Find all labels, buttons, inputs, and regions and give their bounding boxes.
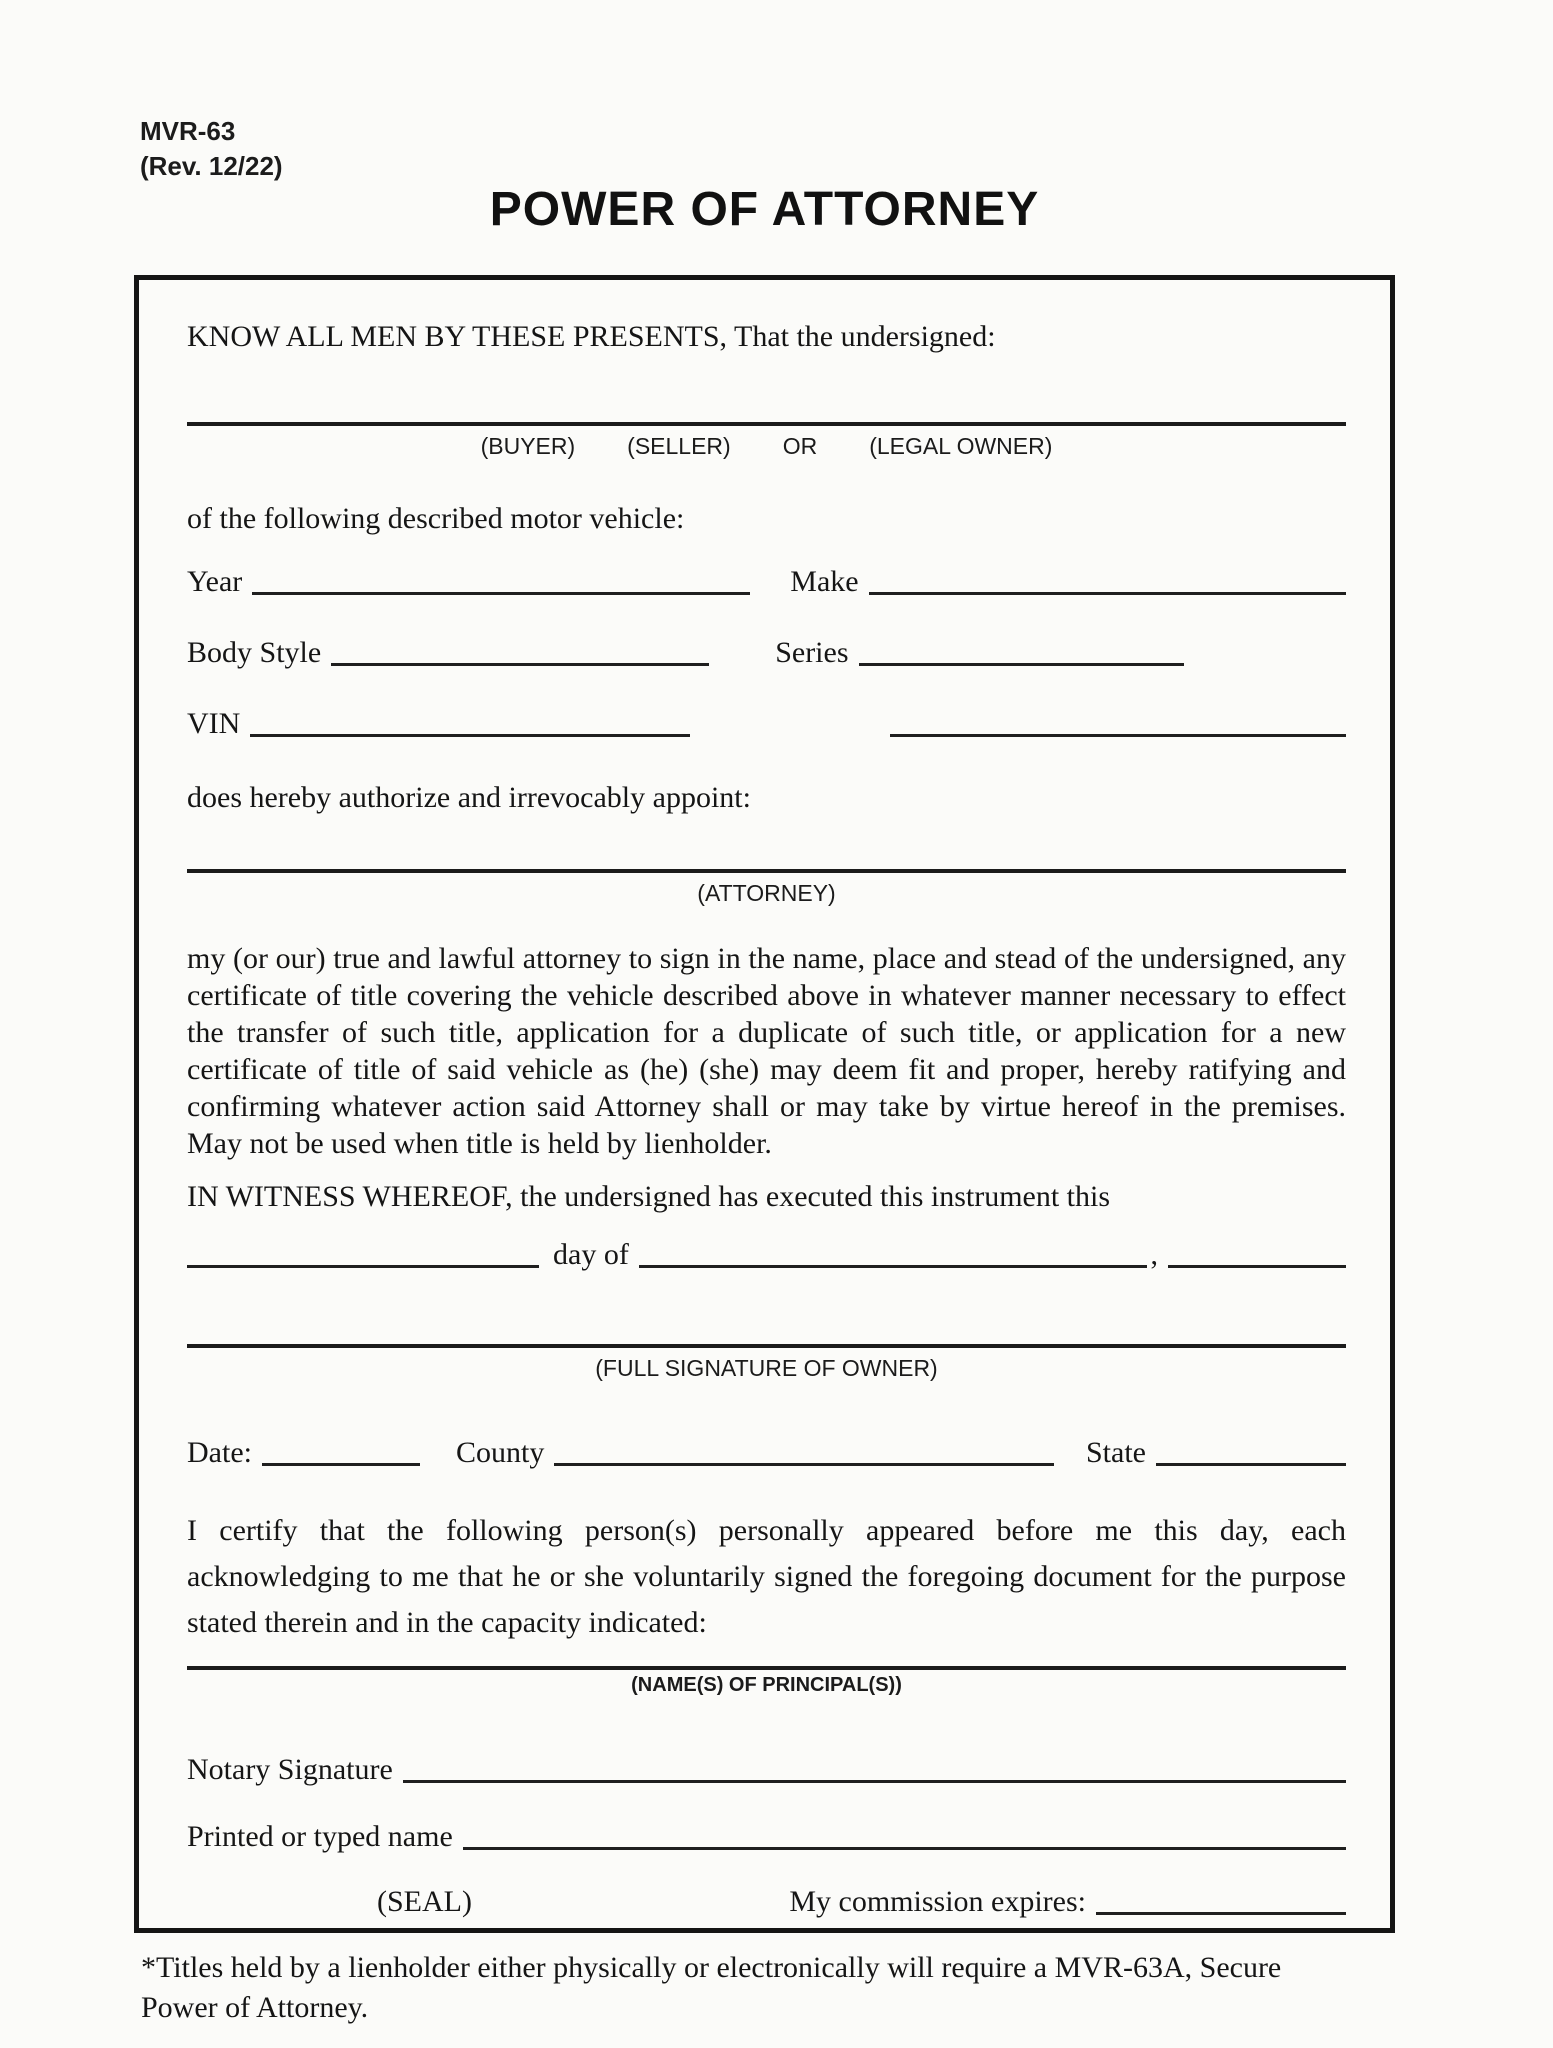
principals-label: (NAME(S) OF PRINCIPAL(S)) xyxy=(631,1674,902,1696)
printed-name-field[interactable] xyxy=(463,1846,1346,1850)
attorney-name-field[interactable] xyxy=(187,869,1346,873)
body-style-label: Body Style xyxy=(187,636,322,669)
owner-signature-label: (FULL SIGNATURE OF OWNER) xyxy=(595,1355,938,1381)
year-label: Year xyxy=(187,565,243,598)
bodystyle-series-row xyxy=(187,633,1346,673)
printed-name-label: Printed or typed name xyxy=(187,1820,453,1853)
year-of-execution-field[interactable] xyxy=(1168,1264,1346,1268)
state-field[interactable] xyxy=(1156,1462,1346,1466)
notary-signature-label: Notary Signature xyxy=(187,1753,393,1786)
vin-field[interactable] xyxy=(250,733,690,737)
county-label: County xyxy=(455,1436,545,1469)
form-revision: (Rev. 12/22) xyxy=(140,151,283,181)
page-title: POWER OF ATTORNEY xyxy=(489,183,1040,236)
appoint-statement: does hereby authorize and irrevocably appoint: xyxy=(187,781,751,814)
footnote-line-1: *Titles held by a lienholder either physically or electronically will require a MVR-63A, Secure xyxy=(141,1951,1282,1984)
form-number: MVR-63 xyxy=(140,116,236,146)
form-identification xyxy=(140,114,283,184)
year-make-row xyxy=(187,562,1346,602)
buyer-label: (BUYER) xyxy=(480,433,576,459)
date-field[interactable] xyxy=(262,1462,420,1466)
vin-row xyxy=(187,704,1346,744)
authorization-paragraph: my (or our) true and lawful attorney to sign in the name, place and stead of the undersigned, any certificate of title covering the vehicle described above in whatever manner necessary to effect the transfer of such title, application for a duplicate of such title, or application for a new certificate of title of said vehicle as (he) (she) may deem fit and proper, hereby ratifying and confirming whatever action said Attorney shall or may take by virtue hereof in the premises. May not be used when title is held by lienholder. xyxy=(187,942,1346,1160)
make-label: Make xyxy=(790,565,859,598)
vin-label: VIN xyxy=(187,707,241,740)
year-field[interactable] xyxy=(252,591,750,595)
party-labels-row xyxy=(187,433,1346,460)
principals-name-field[interactable] xyxy=(187,1666,1346,1670)
notary-signature-row xyxy=(187,1750,1346,1790)
commission-expires-field[interactable] xyxy=(1096,1911,1346,1915)
principal-name-field[interactable] xyxy=(187,422,1346,426)
seller-label: (SELLER) xyxy=(627,433,731,459)
series-label: Series xyxy=(775,636,849,669)
county-field[interactable] xyxy=(554,1462,1054,1466)
date-comma: , xyxy=(1150,1238,1158,1271)
form-box xyxy=(134,275,1395,1933)
or-label: OR xyxy=(782,433,818,459)
day-field[interactable] xyxy=(187,1264,539,1268)
execution-date-row xyxy=(187,1235,1346,1275)
series-field[interactable] xyxy=(859,662,1184,666)
date-label: Date: xyxy=(187,1436,252,1469)
commission-expires-label: My commission expires: xyxy=(789,1885,1086,1918)
notary-signature-field[interactable] xyxy=(403,1779,1346,1783)
lienholder-footnote xyxy=(141,1948,1411,2028)
vehicle-intro: of the following described motor vehicle: xyxy=(187,502,685,535)
date-county-state-row xyxy=(187,1433,1346,1473)
vin-continuation-field[interactable] xyxy=(890,733,1346,737)
commission-group xyxy=(789,1882,1346,1922)
state-label: State xyxy=(1086,1436,1146,1469)
month-field[interactable] xyxy=(639,1264,1147,1268)
day-of-label: day of xyxy=(553,1238,629,1271)
seal-commission-row xyxy=(187,1882,1346,1922)
footnote-line-2: Power of Attorney. xyxy=(141,1991,369,2024)
owner-signature-field[interactable] xyxy=(187,1344,1346,1348)
seal-label: (SEAL) xyxy=(377,1885,472,1918)
attorney-label: (ATTORNEY) xyxy=(697,880,836,906)
make-field[interactable] xyxy=(869,591,1346,595)
printed-name-row xyxy=(187,1817,1346,1857)
witness-statement: IN WITNESS WHEREOF, the undersigned has executed this instrument this xyxy=(187,1180,1111,1213)
body-style-field[interactable] xyxy=(331,662,709,666)
opening-statement: KNOW ALL MEN BY THESE PRESENTS, That the undersigned: xyxy=(187,320,996,353)
legal-owner-label: (LEGAL OWNER) xyxy=(869,433,1053,459)
notary-certification: I certify that the following person(s) personally appeared before me this day, each acknowledging to me that he or she voluntarily signed the foregoing document for the purpose stated therein and in the capacity indicated: xyxy=(187,1514,1346,1639)
